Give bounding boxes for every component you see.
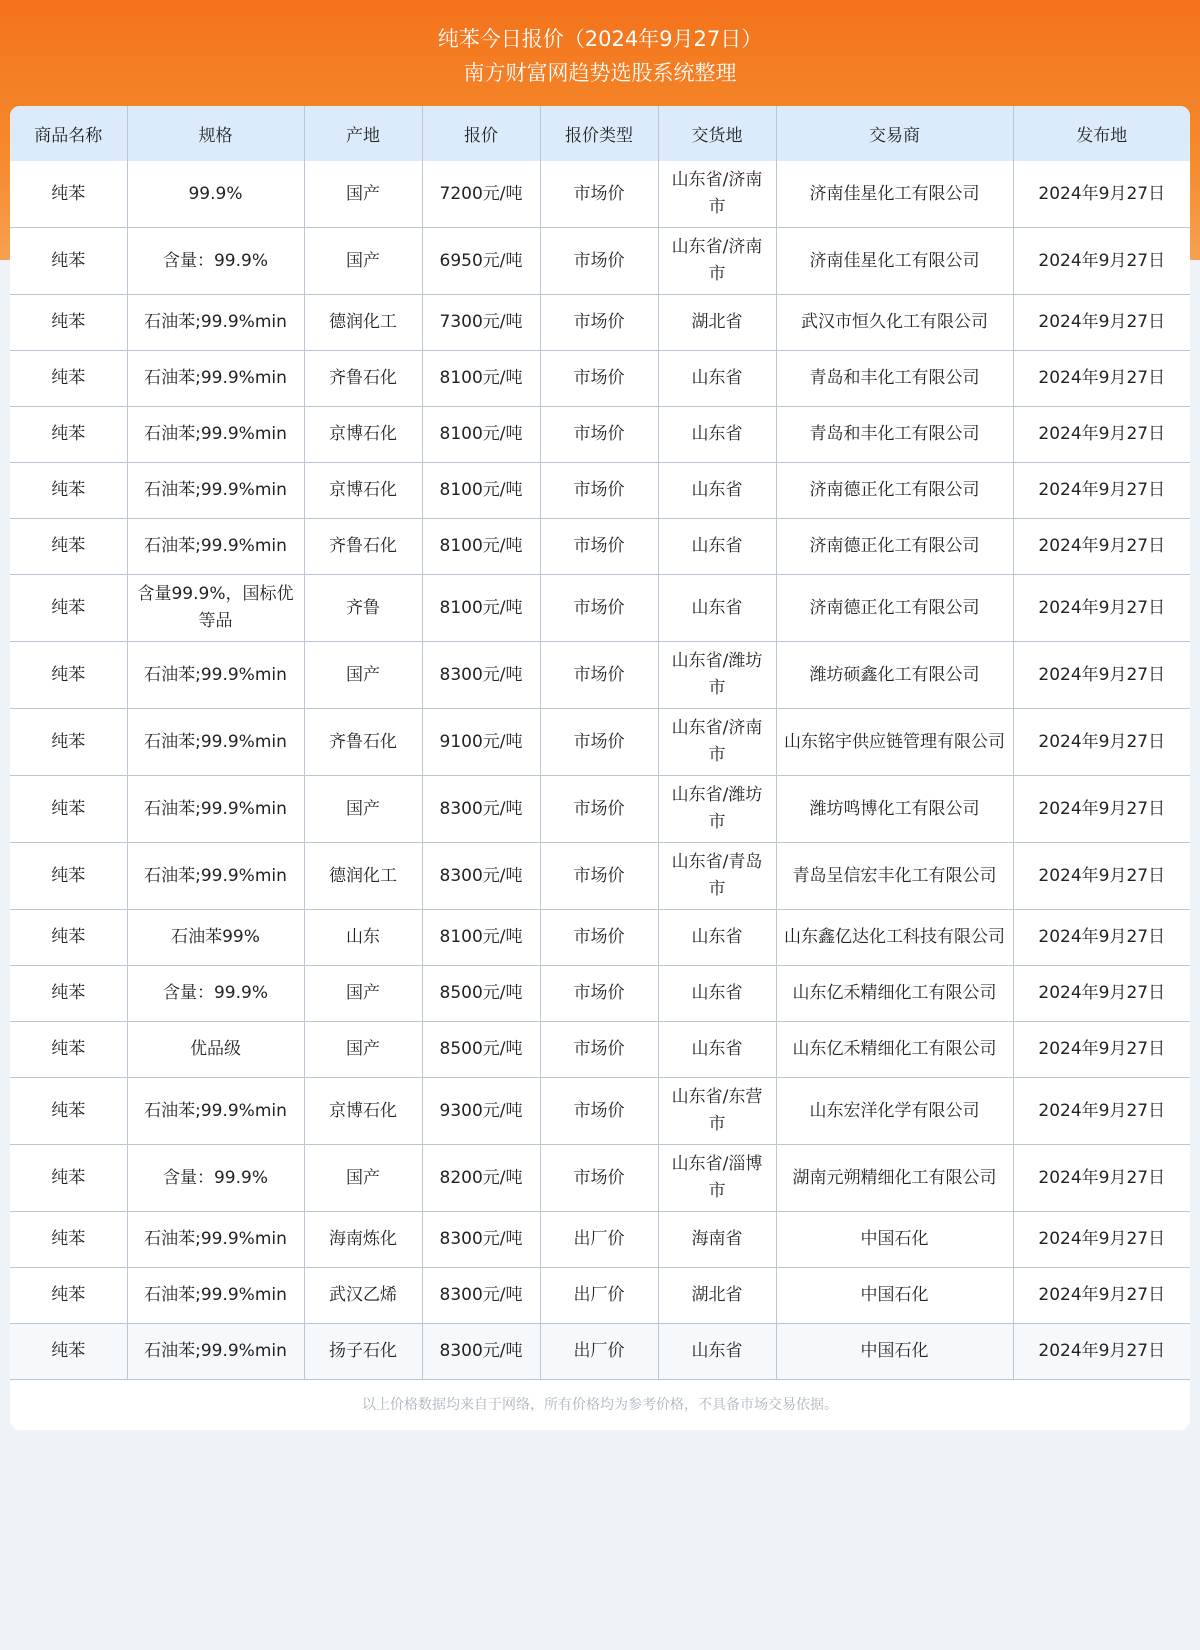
price-table-card <box>10 106 1190 1430</box>
price-type-cell: 市场价 <box>540 407 658 463</box>
trader-cell: 山东铭宇供应链管理有限公司 <box>776 709 1013 776</box>
origin-cell: 齐鲁石化 <box>304 709 422 776</box>
price-cell: 8100元/吨 <box>422 463 540 519</box>
trader-cell: 济南德正化工有限公司 <box>776 519 1013 575</box>
origin-cell: 国产 <box>304 228 422 295</box>
spec-cell: 石油苯;99.9%min <box>127 1324 304 1380</box>
delivery-place-cell: 山东省/青岛市 <box>658 843 776 910</box>
price-type-cell: 出厂价 <box>540 1212 658 1268</box>
table-row <box>10 843 1190 910</box>
delivery-place-cell: 山东省 <box>658 463 776 519</box>
title-text: 纯苯今日报价（2024年9月27日） <box>437 27 763 51</box>
delivery-place-cell: 山东省 <box>658 407 776 463</box>
product-name-cell: 纯苯 <box>10 161 127 228</box>
spec-cell: 石油苯;99.9%min <box>127 1268 304 1324</box>
spec-cell: 石油苯;99.9%min <box>127 1078 304 1145</box>
publish-date-cell: 2024年9月27日 <box>1013 161 1190 228</box>
price-cell: 8100元/吨 <box>422 910 540 966</box>
spec-cell: 石油苯99% <box>127 910 304 966</box>
table-row <box>10 966 1190 1022</box>
column-header: 交易商 <box>776 106 1013 161</box>
column-header: 规格 <box>127 106 304 161</box>
price-cell: 8100元/吨 <box>422 519 540 575</box>
product-name-cell: 纯苯 <box>10 1022 127 1078</box>
delivery-place-cell: 山东省 <box>658 575 776 642</box>
table-row <box>10 519 1190 575</box>
spec-cell: 优品级 <box>127 1022 304 1078</box>
table-row <box>10 709 1190 776</box>
trader-cell: 潍坊硕鑫化工有限公司 <box>776 642 1013 709</box>
publish-date-cell: 2024年9月27日 <box>1013 407 1190 463</box>
price-type-cell: 市场价 <box>540 843 658 910</box>
origin-cell: 海南炼化 <box>304 1212 422 1268</box>
publish-date-cell: 2024年9月27日 <box>1013 1145 1190 1212</box>
price-type-cell: 市场价 <box>540 351 658 407</box>
price-type-cell: 市场价 <box>540 161 658 228</box>
spec-cell: 石油苯;99.9%min <box>127 776 304 843</box>
delivery-place-cell: 山东省/济南市 <box>658 228 776 295</box>
publish-date-cell: 2024年9月27日 <box>1013 295 1190 351</box>
disclaimer: 以上价格数据均来自于网络，所有价格均为参考价格，不具备市场交易依据。 <box>362 1397 838 1413</box>
price-type-cell: 市场价 <box>540 642 658 709</box>
price-type-cell: 出厂价 <box>540 1268 658 1324</box>
price-cell: 8200元/吨 <box>422 1145 540 1212</box>
publish-date-cell: 2024年9月27日 <box>1013 1022 1190 1078</box>
price-type-cell: 市场价 <box>540 519 658 575</box>
product-name-cell: 纯苯 <box>10 1212 127 1268</box>
product-name-cell: 纯苯 <box>10 1268 127 1324</box>
price-cell: 7200元/吨 <box>422 161 540 228</box>
price-type-cell: 市场价 <box>540 463 658 519</box>
price-cell: 8100元/吨 <box>422 407 540 463</box>
price-table <box>10 106 1190 1380</box>
table-row <box>10 1022 1190 1078</box>
column-header: 报价 <box>422 106 540 161</box>
trader-cell: 青岛呈信宏丰化工有限公司 <box>776 843 1013 910</box>
price-type-cell: 市场价 <box>540 1078 658 1145</box>
price-type-cell: 市场价 <box>540 1022 658 1078</box>
price-type-cell: 市场价 <box>540 228 658 295</box>
origin-cell: 京博石化 <box>304 407 422 463</box>
price-cell: 8300元/吨 <box>422 1212 540 1268</box>
spec-cell: 石油苯;99.9%min <box>127 709 304 776</box>
product-name-cell: 纯苯 <box>10 966 127 1022</box>
price-cell: 8300元/吨 <box>422 1268 540 1324</box>
product-name-cell: 纯苯 <box>10 295 127 351</box>
origin-cell: 国产 <box>304 161 422 228</box>
publish-date-cell: 2024年9月27日 <box>1013 1212 1190 1268</box>
publish-date-cell: 2024年9月27日 <box>1013 1078 1190 1145</box>
trader-cell: 济南佳星化工有限公司 <box>776 228 1013 295</box>
trader-cell: 山东亿禾精细化工有限公司 <box>776 966 1013 1022</box>
delivery-place-cell: 山东省/潍坊市 <box>658 642 776 709</box>
trader-cell: 中国石化 <box>776 1268 1013 1324</box>
delivery-place-cell: 山东省/淄博市 <box>658 1145 776 1212</box>
trader-cell: 武汉市恒久化工有限公司 <box>776 295 1013 351</box>
trader-cell: 济南德正化工有限公司 <box>776 575 1013 642</box>
origin-cell: 国产 <box>304 966 422 1022</box>
origin-cell: 京博石化 <box>304 1078 422 1145</box>
product-name-cell: 纯苯 <box>10 1078 127 1145</box>
spec-cell: 石油苯;99.9%min <box>127 519 304 575</box>
price-type-cell: 市场价 <box>540 709 658 776</box>
price-type-cell: 市场价 <box>540 1145 658 1212</box>
trader-cell: 山东宏洋化学有限公司 <box>776 1078 1013 1145</box>
publish-date-cell: 2024年9月27日 <box>1013 1268 1190 1324</box>
table-row <box>10 228 1190 295</box>
subtitle-text: 南方财富网趋势选股系统整理 <box>463 61 737 85</box>
table-row <box>10 463 1190 519</box>
trader-cell: 济南佳星化工有限公司 <box>776 161 1013 228</box>
delivery-place-cell: 山东省/潍坊市 <box>658 776 776 843</box>
delivery-place-cell: 山东省 <box>658 351 776 407</box>
price-cell: 7300元/吨 <box>422 295 540 351</box>
column-header: 商品名称 <box>10 106 127 161</box>
delivery-place-cell: 山东省/济南市 <box>658 709 776 776</box>
table-row <box>10 351 1190 407</box>
product-name-cell: 纯苯 <box>10 407 127 463</box>
price-cell: 8100元/吨 <box>422 575 540 642</box>
product-name-cell: 纯苯 <box>10 1324 127 1380</box>
price-cell: 9100元/吨 <box>422 709 540 776</box>
publish-date-cell: 2024年9月27日 <box>1013 519 1190 575</box>
origin-cell: 齐鲁石化 <box>304 351 422 407</box>
product-name-cell: 纯苯 <box>10 575 127 642</box>
delivery-place-cell: 湖北省 <box>658 1268 776 1324</box>
spec-cell: 石油苯;99.9%min <box>127 351 304 407</box>
product-name-cell: 纯苯 <box>10 709 127 776</box>
product-name-cell: 纯苯 <box>10 910 127 966</box>
trader-cell: 青岛和丰化工有限公司 <box>776 351 1013 407</box>
table-row <box>10 1078 1190 1145</box>
price-type-cell: 市场价 <box>540 295 658 351</box>
spec-cell: 含量99.9%，国标优等品 <box>127 575 304 642</box>
product-name-cell: 纯苯 <box>10 642 127 709</box>
spec-cell: 含量：99.9% <box>127 966 304 1022</box>
origin-cell: 国产 <box>304 776 422 843</box>
publish-date-cell: 2024年9月27日 <box>1013 910 1190 966</box>
product-name-cell: 纯苯 <box>10 1145 127 1212</box>
publish-date-cell: 2024年9月27日 <box>1013 228 1190 295</box>
origin-cell: 国产 <box>304 642 422 709</box>
origin-cell: 扬子石化 <box>304 1324 422 1380</box>
trader-cell: 中国石化 <box>776 1324 1013 1380</box>
product-name-cell: 纯苯 <box>10 351 127 407</box>
delivery-place-cell: 湖北省 <box>658 295 776 351</box>
delivery-place-cell: 海南省 <box>658 1212 776 1268</box>
price-type-cell: 市场价 <box>540 575 658 642</box>
table-row <box>10 776 1190 843</box>
origin-cell: 齐鲁 <box>304 575 422 642</box>
delivery-place-cell: 山东省 <box>658 519 776 575</box>
spec-cell: 石油苯;99.9%min <box>127 463 304 519</box>
trader-cell: 湖南元朔精细化工有限公司 <box>776 1145 1013 1212</box>
page-title <box>0 22 1200 90</box>
product-name-cell: 纯苯 <box>10 228 127 295</box>
price-cell: 8500元/吨 <box>422 966 540 1022</box>
table-row <box>10 1145 1190 1212</box>
trader-cell: 青岛和丰化工有限公司 <box>776 407 1013 463</box>
delivery-place-cell: 山东省 <box>658 966 776 1022</box>
origin-cell: 国产 <box>304 1145 422 1212</box>
trader-cell: 山东亿禾精细化工有限公司 <box>776 1022 1013 1078</box>
publish-date-cell: 2024年9月27日 <box>1013 843 1190 910</box>
spec-cell: 99.9% <box>127 161 304 228</box>
price-cell: 9300元/吨 <box>422 1078 540 1145</box>
origin-cell: 德润化工 <box>304 295 422 351</box>
price-type-cell: 市场价 <box>540 966 658 1022</box>
column-header: 产地 <box>304 106 422 161</box>
product-name-cell: 纯苯 <box>10 519 127 575</box>
price-cell: 8300元/吨 <box>422 843 540 910</box>
publish-date-cell: 2024年9月27日 <box>1013 709 1190 776</box>
spec-cell: 含量：99.9% <box>127 1145 304 1212</box>
price-type-cell: 市场价 <box>540 776 658 843</box>
price-cell: 6950元/吨 <box>422 228 540 295</box>
origin-cell: 齐鲁石化 <box>304 519 422 575</box>
price-cell: 8300元/吨 <box>422 776 540 843</box>
column-header: 报价类型 <box>540 106 658 161</box>
publish-date-cell: 2024年9月27日 <box>1013 1324 1190 1380</box>
publish-date-cell: 2024年9月27日 <box>1013 575 1190 642</box>
delivery-place-cell: 山东省 <box>658 910 776 966</box>
table-row <box>10 575 1190 642</box>
delivery-place-cell: 山东省/济南市 <box>658 161 776 228</box>
price-type-cell: 市场价 <box>540 910 658 966</box>
table-row <box>10 1324 1190 1380</box>
column-header: 发布地 <box>1013 106 1190 161</box>
delivery-place-cell: 山东省/东营市 <box>658 1078 776 1145</box>
origin-cell: 京博石化 <box>304 463 422 519</box>
table-row <box>10 295 1190 351</box>
origin-cell: 山东 <box>304 910 422 966</box>
origin-cell: 武汉乙烯 <box>304 1268 422 1324</box>
price-type-cell: 出厂价 <box>540 1324 658 1380</box>
table-row <box>10 910 1190 966</box>
publish-date-cell: 2024年9月27日 <box>1013 351 1190 407</box>
origin-cell: 德润化工 <box>304 843 422 910</box>
table-row <box>10 642 1190 709</box>
publish-date-cell: 2024年9月27日 <box>1013 463 1190 519</box>
publish-date-cell: 2024年9月27日 <box>1013 642 1190 709</box>
price-cell: 8100元/吨 <box>422 351 540 407</box>
publish-date-cell: 2024年9月27日 <box>1013 776 1190 843</box>
product-name-cell: 纯苯 <box>10 463 127 519</box>
column-header: 交货地 <box>658 106 776 161</box>
trader-cell: 济南德正化工有限公司 <box>776 463 1013 519</box>
spec-cell: 含量：99.9% <box>127 228 304 295</box>
product-name-cell: 纯苯 <box>10 843 127 910</box>
spec-cell: 石油苯;99.9%min <box>127 843 304 910</box>
product-name-cell: 纯苯 <box>10 776 127 843</box>
price-cell: 8500元/吨 <box>422 1022 540 1078</box>
delivery-place-cell: 山东省 <box>658 1022 776 1078</box>
publish-date-cell: 2024年9月27日 <box>1013 966 1190 1022</box>
origin-cell: 国产 <box>304 1022 422 1078</box>
price-cell: 8300元/吨 <box>422 1324 540 1380</box>
table-row <box>10 407 1190 463</box>
price-cell: 8300元/吨 <box>422 642 540 709</box>
trader-cell: 中国石化 <box>776 1212 1013 1268</box>
trader-cell: 山东鑫亿达化工科技有限公司 <box>776 910 1013 966</box>
table-row <box>10 1212 1190 1268</box>
spec-cell: 石油苯;99.9%min <box>127 1212 304 1268</box>
spec-cell: 石油苯;99.9%min <box>127 407 304 463</box>
table-row <box>10 161 1190 228</box>
spec-cell: 石油苯;99.9%min <box>127 642 304 709</box>
table-header-row <box>10 106 1190 161</box>
table-row <box>10 1268 1190 1324</box>
delivery-place-cell: 山东省 <box>658 1324 776 1380</box>
spec-cell: 石油苯;99.9%min <box>127 295 304 351</box>
trader-cell: 潍坊鸣博化工有限公司 <box>776 776 1013 843</box>
